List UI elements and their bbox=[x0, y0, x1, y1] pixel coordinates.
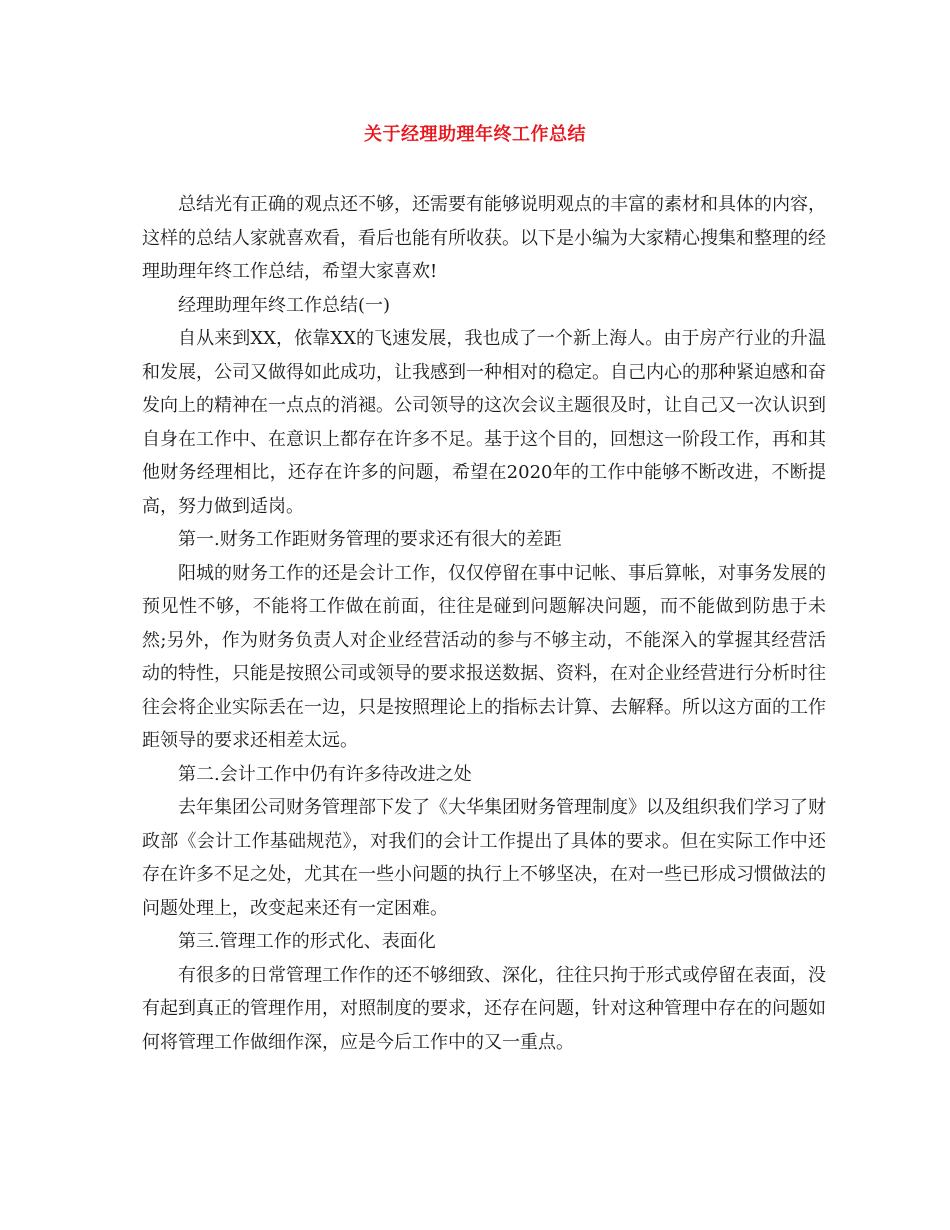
document-body bbox=[142, 188, 826, 1059]
body-paragraph: 自从来到XX，依靠XX的飞速发展，我也成了一个新上海人。由于房产行业的升温和发展，公司又做得如此成功，让我感到一种相对的稳定。自己内心的那种紧迫感和奋发向上的精神在一点点的消褪。公司领导的这次会议主题很及时，让自己又一次认识到自身在工作中、在意识上都存在许多不足。基于这个目的，回想这一阶段工作，再和其他财务经理相比，还存在许多的问题，希望在2020年的工作中能够不断改进，不断提高，努力做到适岗。 bbox=[142, 328, 826, 517]
body-paragraph: 去年集团公司财务管理部下发了《大华集团财务管理制度》以及组织我们学习了财政部《会计工作基础规范》，对我们的会计工作提出了具体的要求。但在实际工作中还存在许多不足之处，尤其在一些小问题的执行上不够坚决，在对一些已形成习惯做法的问题处理上，改变起来还有一定困难。 bbox=[142, 797, 826, 919]
body-paragraph: 有很多的日常管理工作作的还不够细致、深化，往往只拘于形式或停留在表面，没有起到真正的管理作用，对照制度的要求，还存在问题，针对这种管理中存在的问题如何将管理工作做细作深，应是今后工作中的又一重点。 bbox=[142, 964, 826, 1053]
intro-paragraph: 总结光有正确的观点还不够，还需要有能够说明观点的丰富的素材和具体的内容，这样的总结人家就喜欢看，看后也能有所收获。以下是小编为大家精心搜集和整理的经理助理年终工作总结，希望大家喜欢! bbox=[142, 194, 826, 282]
document-title: 关于经理助理年终工作总结 bbox=[364, 124, 586, 145]
section-heading-third: 第三.管理工作的形式化、表面化 bbox=[178, 931, 436, 952]
section-heading-first: 第一.财务工作距财务管理的要求还有很大的差距 bbox=[178, 529, 562, 550]
body-paragraph: 阳城的财务工作的还是会计工作，仅仅停留在事中记帐、事后算帐，对事务发展的预见性不够，不能将工作做在前面，往往是碰到问题解决问题，而不能做到防患于未然;另外，作为财务负责人对企业经营活动的参与不够主动，不能深入的掌握其经营活动的特性，只能是按照公司或领导的要求报送数据、资料，在对企业经营进行分析时往往会将企业实际丢在一边，只是按照理论上的指标去计算、去解释。所以这方面的工作距领导的要求还相差太远。 bbox=[142, 562, 826, 751]
section-heading-second: 第二.会计工作中仍有许多待改进之处 bbox=[178, 763, 472, 785]
section-heading-summary-one: 经理助理年终工作总结(一) bbox=[178, 294, 391, 316]
